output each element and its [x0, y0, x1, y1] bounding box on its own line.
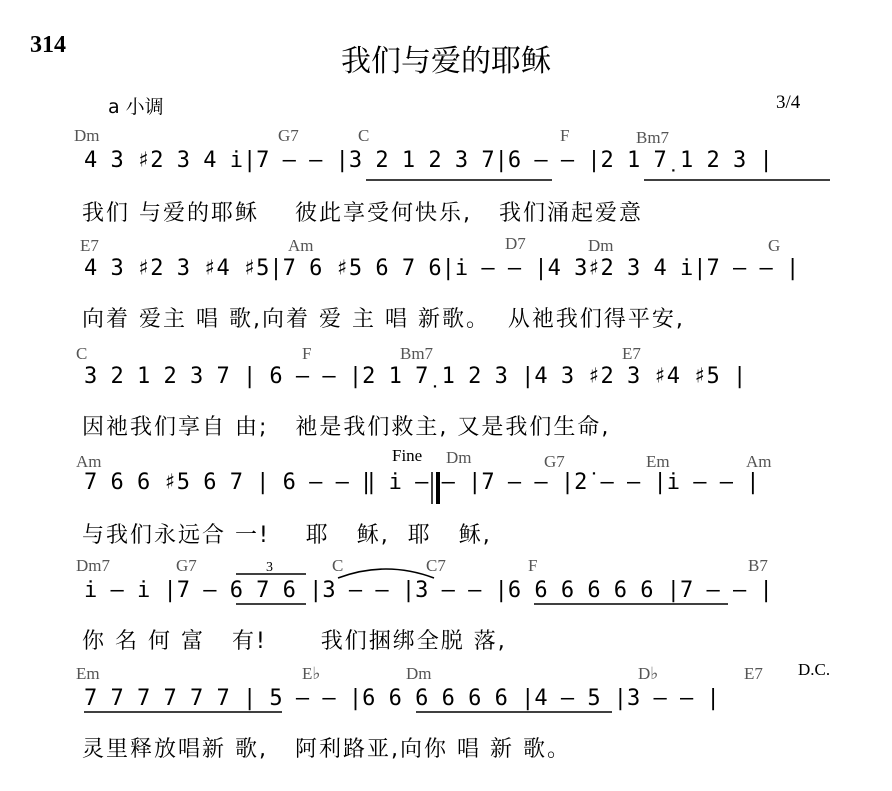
chord-label: E♭	[302, 664, 321, 683]
chord-label: F	[560, 126, 570, 145]
numbered-notes: 7 7 7 7 7 7 | 5 — — |6 6 6 6 6 6 |4 — 5 |3 — — |	[84, 686, 720, 711]
chord-label: Bm7	[636, 128, 670, 147]
chord-label: G7	[544, 452, 565, 471]
chord-label: Am	[288, 236, 314, 255]
numbered-notes: 4 3 ♯2 3 ♯4 ♯5|7 6 ♯5 6 7 6|i̇ — — |4 3♯2 3 4 i̇|7 — — |	[84, 256, 800, 281]
lyric-line: 我们 与爱的耶稣 彼此享受何快乐, 我们涌起爱意	[82, 201, 643, 226]
lyric-line: 因祂我们享自 由; 祂是我们救主, 又是我们生命,	[82, 415, 611, 440]
numbered-notes: i̇ — i̇ |7 — 6 7 6 |3 — — |3 — — |6 6 6 6 6 6 |7 — — |	[84, 578, 773, 603]
chord-label: E7	[622, 344, 641, 363]
chord-label: F	[302, 344, 312, 363]
chord-label: Dm	[74, 126, 100, 145]
chord-label: E7	[80, 236, 99, 255]
time-signature: 3/4	[776, 92, 801, 113]
slur-line	[338, 569, 434, 578]
chord-label: Dm	[446, 448, 472, 467]
chord-label: C	[358, 126, 370, 145]
triplet-mark: 3	[266, 560, 273, 575]
chord-label: C7	[426, 556, 446, 575]
hymn-number: 314	[30, 32, 66, 58]
chord-label: E7	[744, 664, 763, 683]
chord-label: G	[768, 236, 781, 255]
numbered-notes: 7 6 6 ♯5 6 7 | 6 — — ‖ i̇ — — |7 — — |2̇ — — |i̇ — — |	[84, 470, 760, 495]
dc-mark: D.C.	[798, 660, 831, 679]
key-signature: a 小调	[108, 96, 164, 118]
chord-label: Em	[646, 452, 670, 471]
lyric-line: 灵里释放唱新 歌, 阿利路亚,向你 唱 新 歌。	[82, 737, 571, 762]
chord-label: F	[528, 556, 538, 575]
hymn-title: 我们与爱的耶稣	[341, 44, 551, 79]
chord-label: Am	[76, 452, 102, 471]
chord-label: D7	[505, 234, 526, 253]
lyric-line: 你 名 何 富 有! 我们捆绑全脱 落,	[82, 629, 507, 654]
chord-label: Am	[746, 452, 772, 471]
lyric-line: 向着 爱主 唱 歌,向着 爱 主 唱 新歌。 从祂我们得平安,	[82, 307, 685, 332]
chord-label: C	[76, 344, 88, 363]
chord-label: Bm7	[400, 344, 434, 363]
chord-label: D♭	[638, 664, 659, 683]
chord-label: Dm	[588, 236, 614, 255]
lyric-line: 与我们永远合 一! 耶 稣, 耶 稣,	[82, 523, 492, 548]
chord-label: C	[332, 556, 344, 575]
chord-label: Dm7	[76, 556, 110, 575]
numbered-notes: 4 3 ♯2 3 4 i̇|7 — — |3 2 1 2 3 7|6 — — |2 1 7̣ 1 2 3 |	[84, 148, 773, 173]
chord-label: Dm	[406, 664, 432, 683]
chord-label: Em	[76, 664, 100, 683]
chord-label: G7	[278, 126, 299, 145]
chord-label: B7	[748, 556, 768, 575]
numbered-notes: 3 2 1 2 3 7 | 6 — — |2 1 7̣ 1 2 3 |4 3 ♯2 3 ♯4 ♯5 |	[84, 364, 747, 389]
fine-mark: Fine	[392, 446, 423, 465]
chord-label: G7	[176, 556, 197, 575]
